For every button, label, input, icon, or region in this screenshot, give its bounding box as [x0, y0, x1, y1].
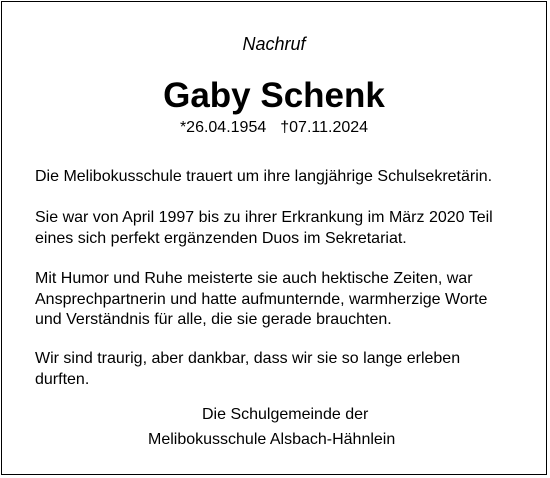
- paragraph-line: eines sich perfekt ergänzenden Duos im Sekretariat.: [35, 229, 407, 247]
- paragraph-character: [35, 269, 526, 331]
- death-date: †07.11.2024: [280, 119, 369, 136]
- obituary-frame: [1, 1, 547, 475]
- paragraph-line: und Verständnis für alle, die sie gerade brauchten.: [35, 311, 392, 328]
- paragraph-tenure: [35, 208, 526, 249]
- paragraph-line: Die Melibokusschule trauert um ihre langjährige Schulsekretärin.: [35, 168, 493, 185]
- signature-line-1: Die Schulgemeinde der: [202, 406, 369, 423]
- paragraph-mourning: [35, 167, 526, 188]
- paragraph-line: Sie war von April 1997 bis zu ihrer Erkrankung im März 2020 Teil: [35, 209, 493, 226]
- paragraph-gratitude: [35, 349, 526, 390]
- deceased-name: Gaby Schenk: [163, 76, 385, 115]
- birth-date: *26.04.1954: [179, 119, 267, 136]
- signature-line-2: Melibokusschule Alsbach-Hähnlein: [148, 431, 396, 448]
- paragraph-line: durften.: [35, 370, 90, 388]
- life-dates: [2, 118, 546, 138]
- paragraph-line: Mit Humor und Ruhe meisterte sie auch hektische Zeiten, war: [35, 270, 473, 287]
- paragraph-line: Ansprechpartnerin und hatte aufmunternde, warmherzige Worte: [35, 290, 488, 308]
- paragraph-line: Wir sind traurig, aber dankbar, dass wir sie so lange erleben: [35, 350, 461, 367]
- obituary-heading: Nachruf: [242, 34, 306, 54]
